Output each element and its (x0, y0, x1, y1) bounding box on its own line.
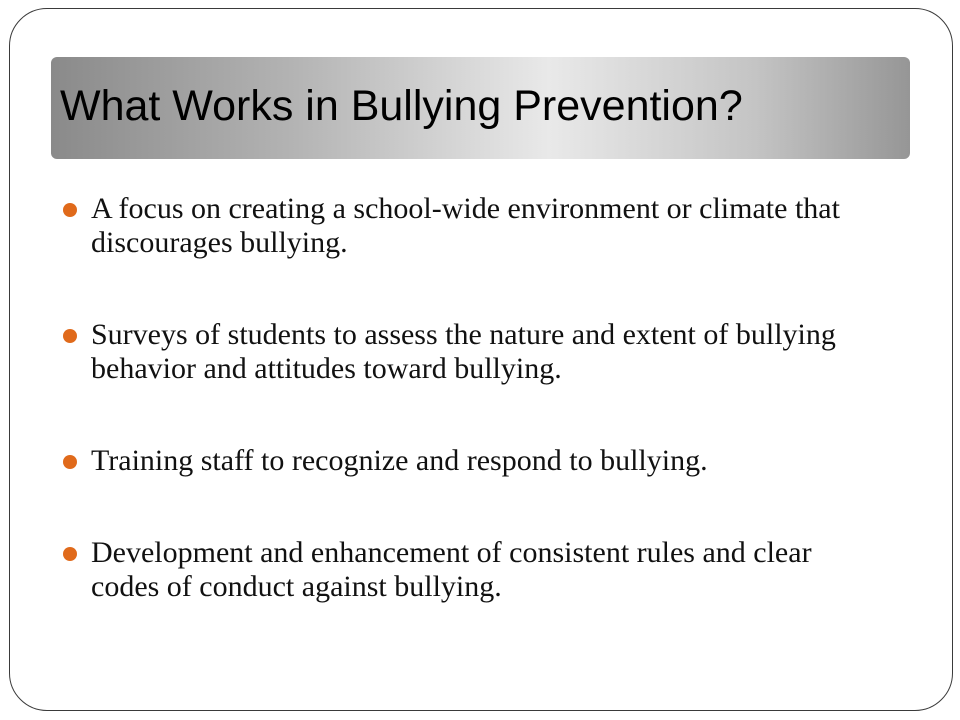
bullet-text: Training staff to recognize and respond to bullying. (91, 444, 708, 477)
bullet-dot-icon (63, 203, 77, 217)
bullet-text: Surveys of students to assess the nature and extent of bullying behavior and attitudes toward bullying. (91, 318, 836, 385)
bullet-item (60, 192, 880, 260)
bullet-item (60, 444, 880, 478)
bullet-dot-icon (63, 455, 77, 469)
bullet-text: Development and enhancement of consistent rules and clear codes of conduct against bullying. (91, 536, 812, 603)
bullet-item (60, 318, 880, 386)
slide-title: What Works in Bullying Prevention? (60, 82, 743, 130)
bullet-list (60, 192, 880, 662)
bullet-item (60, 536, 880, 604)
bullet-text: A focus on creating a school-wide environment or climate that discourages bullying. (91, 192, 840, 259)
bullet-dot-icon (63, 547, 77, 561)
bullet-dot-icon (63, 329, 77, 343)
